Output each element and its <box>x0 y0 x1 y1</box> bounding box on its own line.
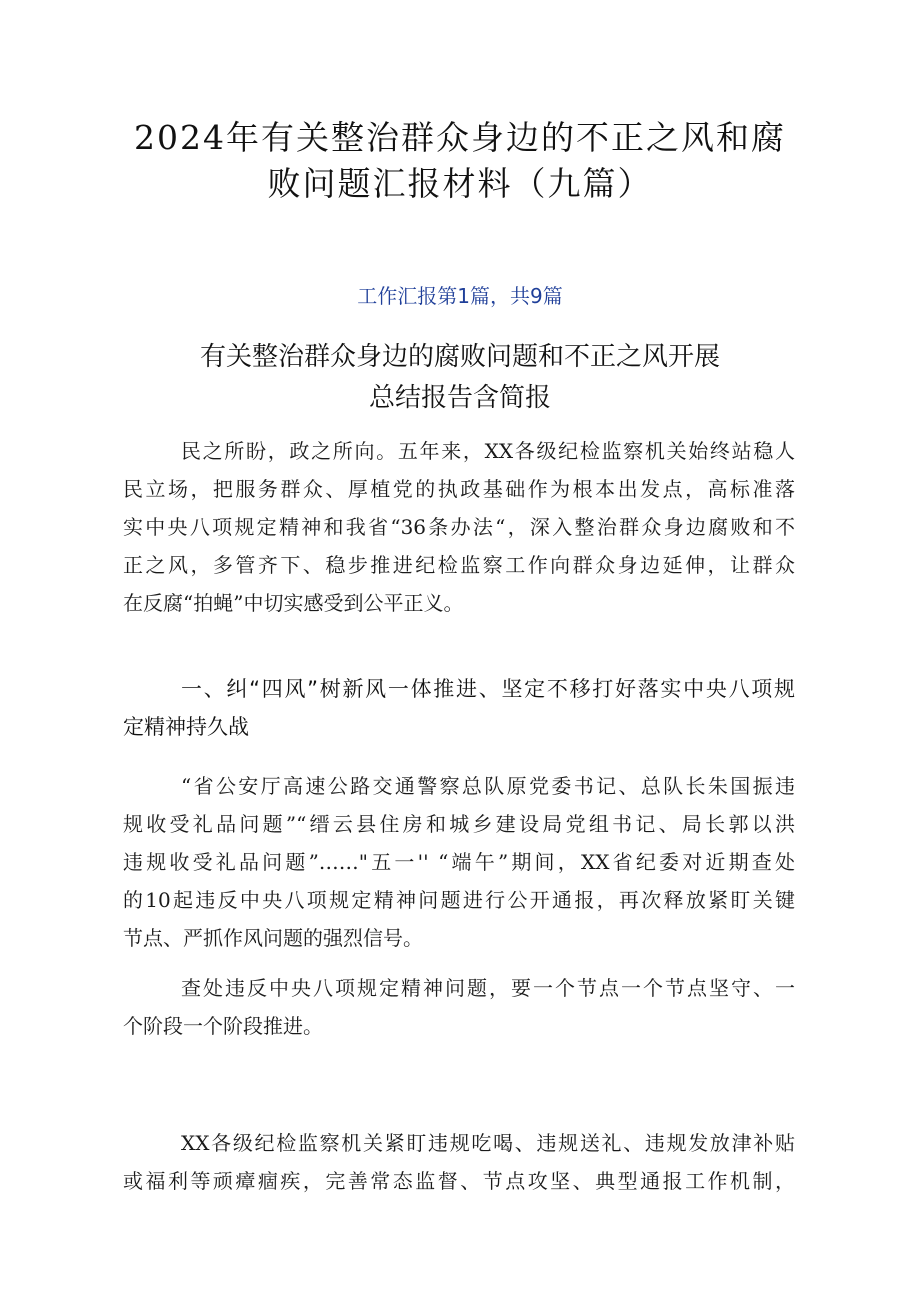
paragraph-line: 规收受礼品问题”“缙云县住房和城乡建设局党组书记、局长郭以洪 <box>123 812 795 836</box>
paragraph-line: 的10起违反中央八项规定精神问题进行公开通报，再次释放紧盯关键 <box>123 888 795 912</box>
report-title-line-1: 有关整治群众身边的腐败问题和不正之风开展 <box>199 342 720 372</box>
paragraph-line: “省公安厅高速公路交通警察总队原党委书记、总队长朱国振违 <box>181 774 795 798</box>
paragraph-line: XX各级纪检监察机关紧盯违规吃喝、违规送礼、违规发放津补贴 <box>181 1131 795 1155</box>
paragraph-intro <box>123 432 795 622</box>
paragraph-node-guard <box>123 969 795 1045</box>
heading-line: 一、纠“四风”树新风一体推进、坚定不移打好落实中央八项规 <box>181 677 795 701</box>
paragraph-line: 个阶段一个阶段推进。 <box>123 1014 323 1038</box>
paragraph-line: 或福利等顽瘴痼疾，完善常态监督、节点攻坚、典型通报工作机制， <box>123 1169 795 1193</box>
paragraph-case-notice <box>123 767 795 957</box>
paragraph-line: 实中央八项规定精神和我省“36条办法“，深入整治群众身边腐败和不 <box>123 515 795 539</box>
paragraph-line: 节点、严抓作风问题的强烈信号。 <box>123 926 423 950</box>
paragraph-supervision <box>123 1124 795 1200</box>
paragraph-line: 查处违反中央八项规定精神问题，要一个节点一个节点坚守、一 <box>181 976 795 1000</box>
section-heading-1 <box>123 670 795 746</box>
section-subtitle: 工作汇报第1篇，共9篇 <box>357 284 563 308</box>
paragraph-line: 在反腐“拍蝇”中切实感受到公平正义。 <box>123 591 464 615</box>
heading-line: 定精神持久战 <box>123 715 249 739</box>
report-title-line-2: 总结报告含简报 <box>368 383 551 413</box>
document-title-line-2: 败问题汇报材料（九篇） <box>267 164 653 203</box>
paragraph-line: 民立场，把服务群众、厚植党的执政基础作为根本出发点，高标准落 <box>123 477 795 501</box>
document-title-line-1: 2024年有关整治群众身边的不正之风和腐 <box>134 118 786 157</box>
paragraph-line: 正之风，多管齐下、稳步推进纪检监察工作向群众身边延伸，让群众 <box>123 553 795 577</box>
paragraph-line: 违规收受礼品问题”……"五一'' “端午”期间，XX省纪委对近期查处 <box>123 850 795 874</box>
paragraph-line: 民之所盼，政之所向。五年来，XX各级纪检监察机关始终站稳人 <box>181 439 795 463</box>
